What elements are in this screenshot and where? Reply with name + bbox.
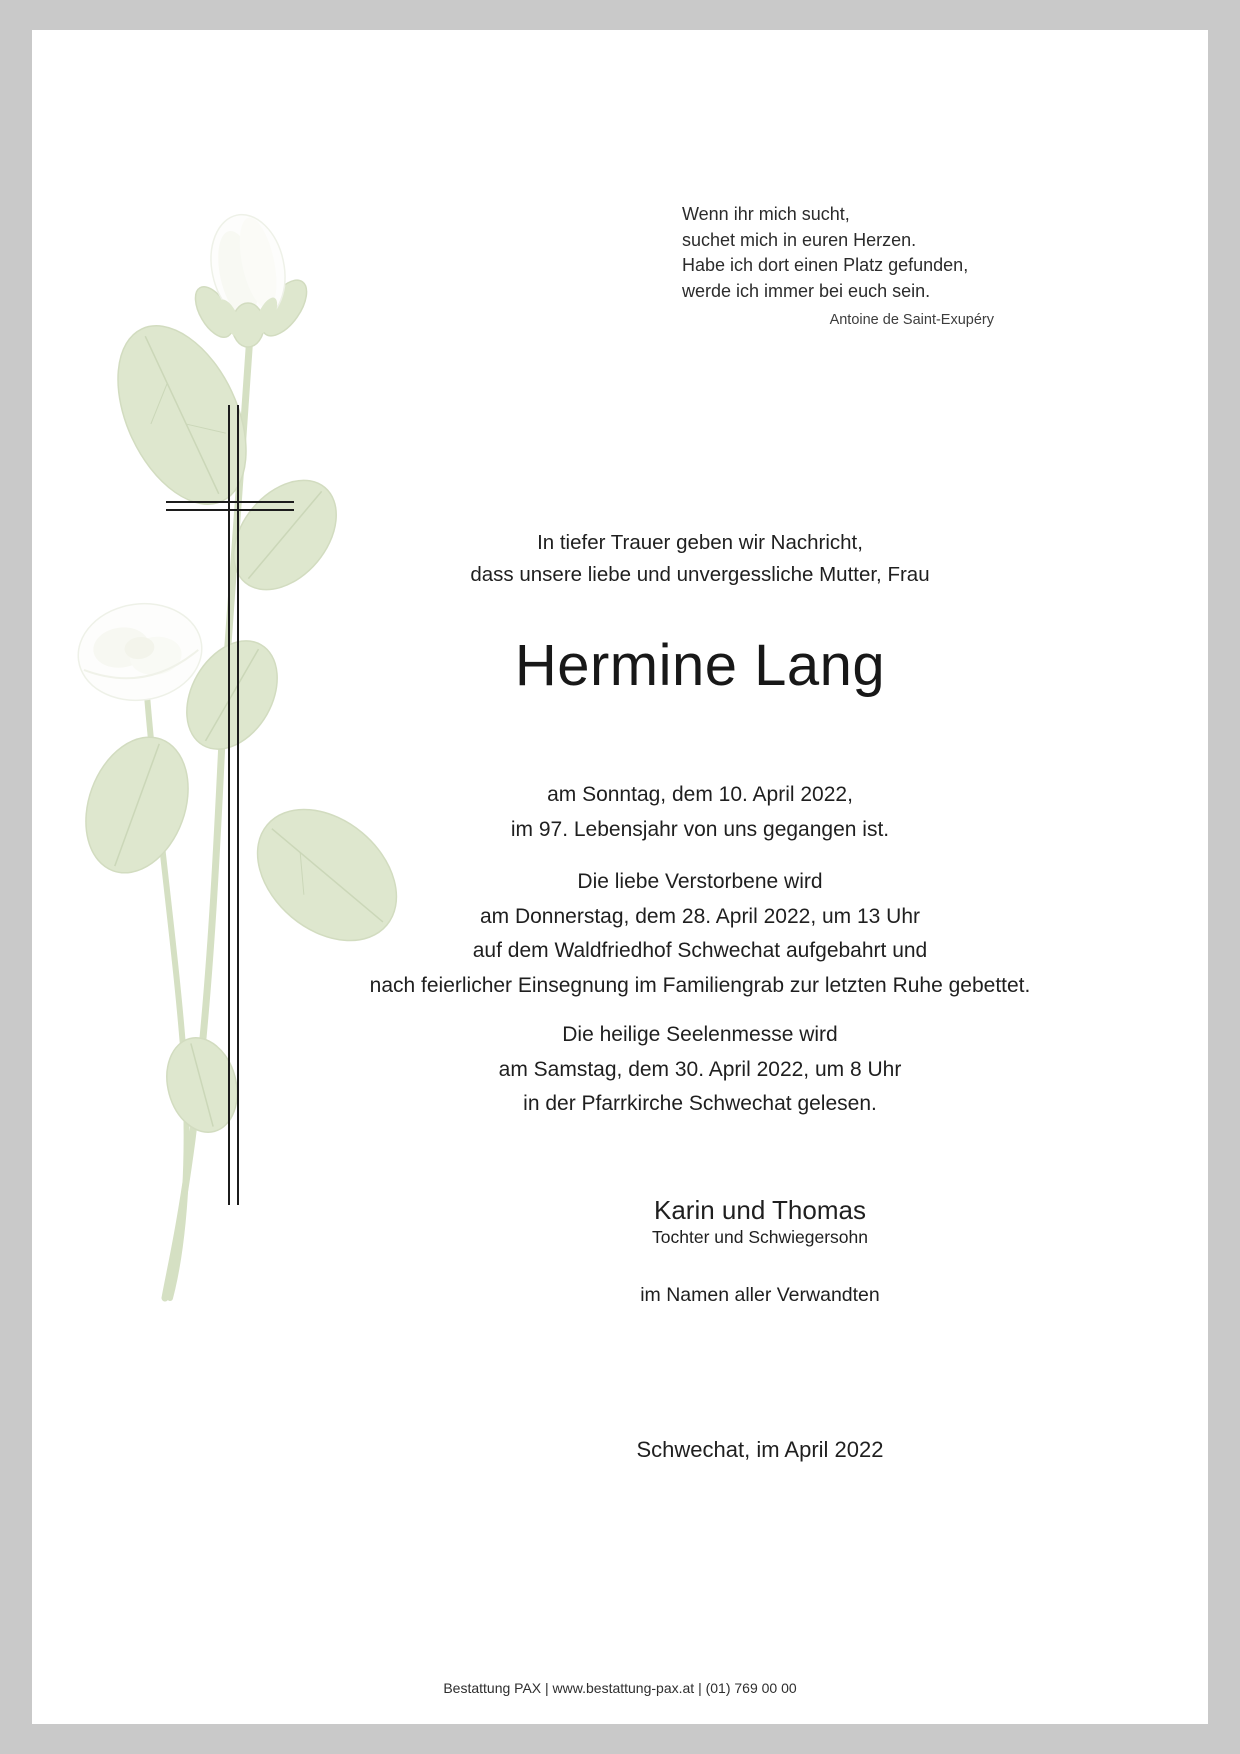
deceased-name: Hermine Lang [514, 633, 886, 698]
funeral-info-line: Die liebe Verstorbene wird [577, 870, 823, 893]
cross-horizontal-line [166, 509, 294, 511]
on-behalf-line: im Namen aller Verwandten [640, 1284, 880, 1306]
mourners-relation: Tochter und Schwiegersohn [652, 1227, 868, 1247]
mass-info-line: in der Pfarrkirche Schwechat gelesen. [523, 1092, 877, 1115]
memorial-quote [682, 202, 994, 334]
quote-line: suchet mich in euren Herzen. [682, 229, 917, 250]
quote-line: Habe ich dort einen Platz gefunden, [682, 255, 969, 275]
funeral-info-line: auf dem Waldfriedhof Schwechat aufgebahrt und [472, 939, 928, 962]
quote-attribution: Antoine de Saint-Exupéry [829, 312, 994, 328]
funeral-info-line: nach feierlicher Einsegnung im Familiengrab zur letzten Ruhe gebettet. [369, 973, 1031, 997]
intro-line: In tiefer Trauer geben wir Nachricht, [537, 531, 863, 554]
cross-horizontal-line [166, 501, 294, 503]
intro-line: dass unsere liebe und unvergessliche Mutter, Frau [470, 563, 930, 586]
white-roses-image [52, 180, 452, 1330]
funeral-info-line: am Donnerstag, dem 28. April 2022, um 13 Uhr [479, 904, 921, 928]
quote-line: Wenn ihr mich sucht, [682, 204, 850, 224]
death-info-line: am Sonntag, dem 10. April 2022, [547, 783, 853, 806]
funeral-home-footer: Bestattung PAX | www.bestattung-pax.at | (01) 769 00 00 [443, 1680, 797, 1696]
cross-vertical-line [228, 405, 230, 1205]
death-info-line: im 97. Lebensjahr von uns gegangen ist. [510, 817, 890, 841]
death-date-info [250, 778, 1150, 847]
mass-info [250, 1018, 1150, 1122]
mourners-names: Karin und Thomas [654, 1195, 866, 1225]
cross-vertical-line [237, 405, 239, 1205]
quote-line: werde ich immer bei euch sein. [682, 280, 931, 301]
place-date-line: Schwechat, im April 2022 [636, 1437, 884, 1462]
mass-info-line: am Samstag, dem 30. April 2022, um 8 Uhr [498, 1057, 902, 1081]
mass-info-line: Die heilige Seelenmesse wird [562, 1023, 838, 1046]
announcement-card [32, 30, 1208, 1724]
funeral-info [250, 865, 1150, 1003]
mourners-signature [560, 1194, 960, 1249]
announcement-intro [250, 527, 1150, 591]
